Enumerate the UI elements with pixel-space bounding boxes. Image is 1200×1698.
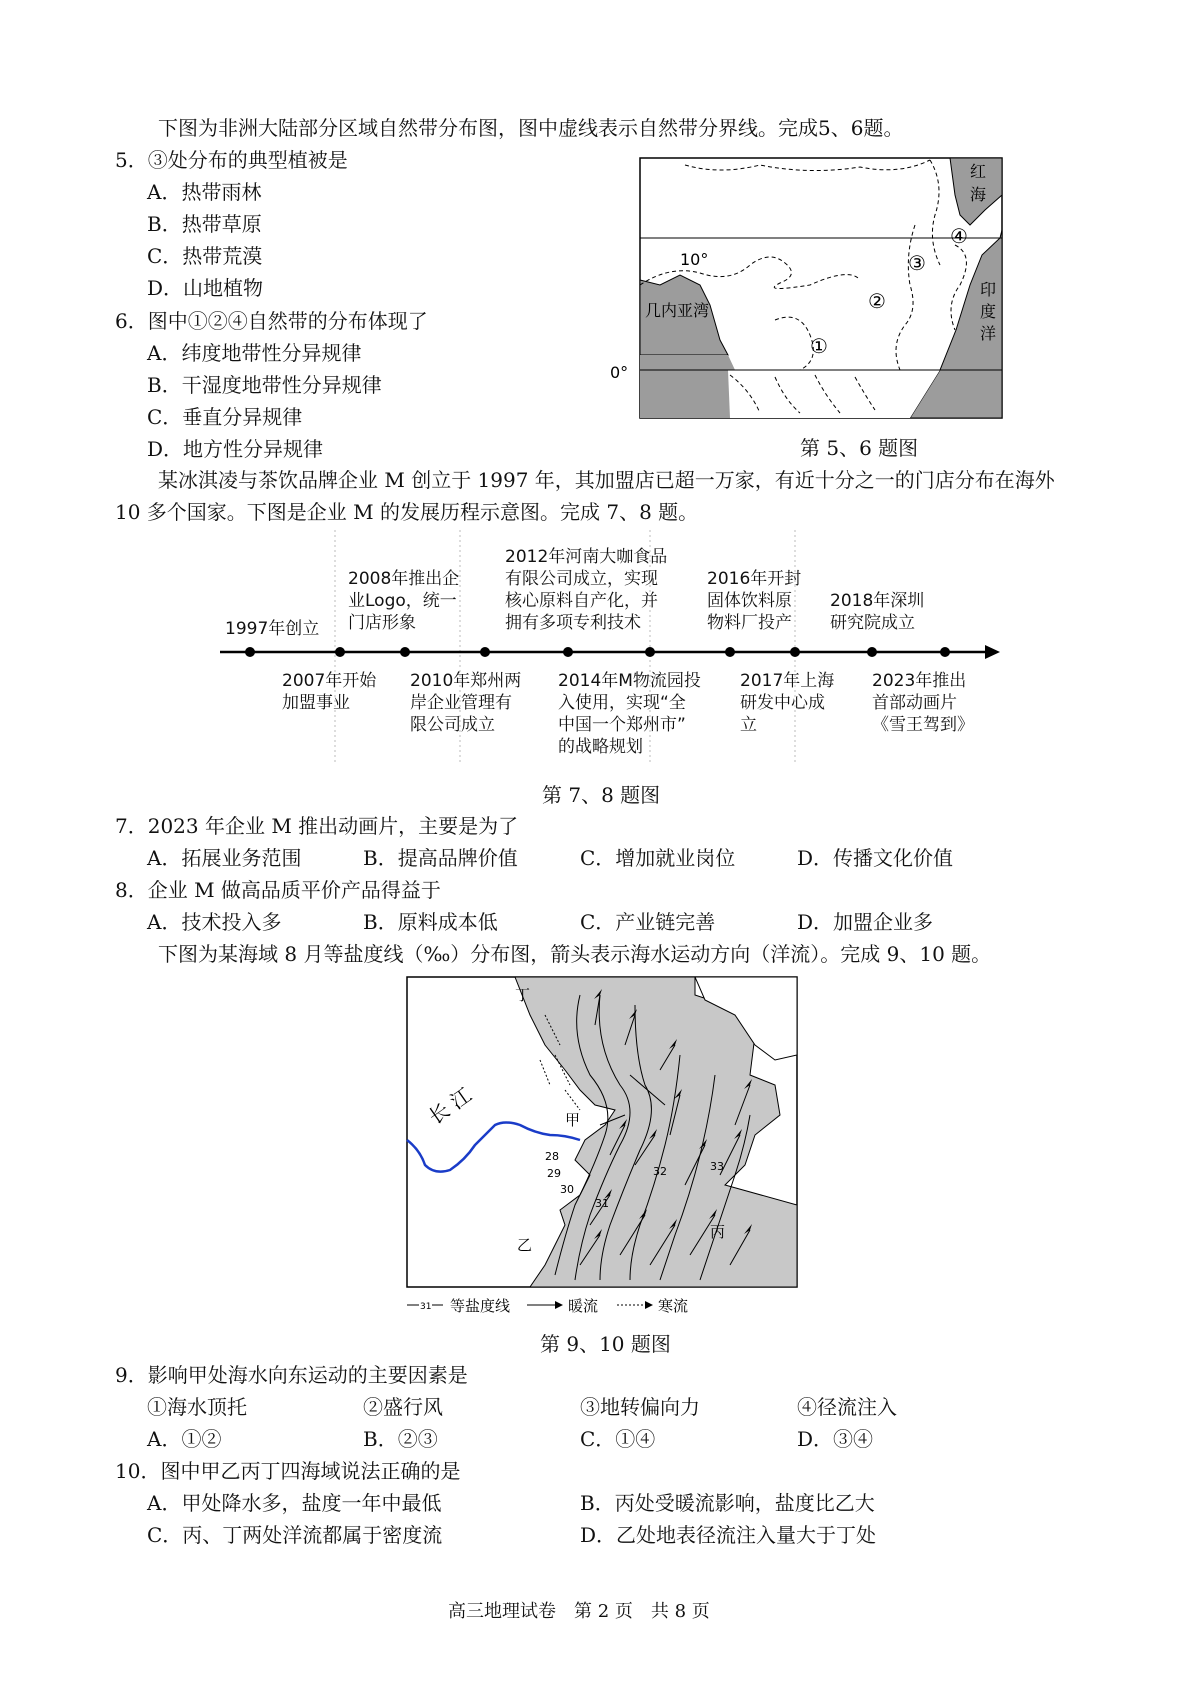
q5-option-b[interactable]: B．热带草原 <box>147 212 262 236</box>
q5-option-d[interactable]: D．山地植物 <box>147 276 264 300</box>
q9-option-b[interactable]: B．②③ <box>363 1427 438 1451</box>
q7-stem: 7．2023 年企业 M 推出动画片，主要是为了 <box>115 814 519 838</box>
q8-option-b[interactable]: B．原料成本低 <box>363 910 498 934</box>
indian-ocean-label-1: 印 <box>980 280 997 299</box>
zone-4-label: ④ <box>950 224 968 248</box>
q8-stem: 8．企业 M 做高品质平价产品得益于 <box>115 878 441 902</box>
timeline-figure <box>210 530 1000 770</box>
q5-option-c[interactable]: C．热带荒漠 <box>147 244 263 268</box>
intro-7-8-line-2: 10 多个国家。下图是企业 M 的发展历程示意图。完成 7、8 题。 <box>115 500 699 524</box>
isohaline-28-label: 28 <box>545 1150 559 1163</box>
q8-option-c[interactable]: C．产业链完善 <box>580 910 716 934</box>
q7-option-a[interactable]: A．拓展业务范围 <box>147 846 302 870</box>
q5-option-a[interactable]: A．热带雨林 <box>147 180 262 204</box>
red-sea-label-1: 红 <box>970 162 987 181</box>
q10-option-a[interactable]: A．甲处降水多，盐度一年中最低 <box>147 1491 442 1515</box>
q10-option-c[interactable]: C．丙、丁两处洋流都属于密度流 <box>147 1523 443 1547</box>
q10-option-b[interactable]: B．丙处受暖流影响，盐度比乙大 <box>580 1491 875 1515</box>
q6-option-c[interactable]: C．垂直分异规律 <box>147 405 303 429</box>
figure-5-6-caption: 第 5、6 题图 <box>800 436 919 460</box>
timeline-top-2018: 2018年深圳 研究院成立 <box>830 591 925 633</box>
q9-item-1: ①海水顶托 <box>147 1395 247 1419</box>
lat-0-label: 0° <box>610 363 629 382</box>
q7-option-d[interactable]: D．传播文化价值 <box>797 846 954 870</box>
q6-option-d[interactable]: D．地方性分异规律 <box>147 437 324 461</box>
figure-7-8-caption: 第 7、8 题图 <box>542 783 661 807</box>
africa-vegetation-map <box>610 155 1005 420</box>
legend-warm-current: 暖流 <box>568 1297 599 1315</box>
q7-option-b[interactable]: B．提高品牌价值 <box>363 846 518 870</box>
intro-5-6: 下图为非洲大陆部分区域自然带分布图，图中虚线表示自然带分界线。完成5、6题。 <box>158 116 904 140</box>
q9-option-d[interactable]: D．③④ <box>797 1427 874 1451</box>
q9-item-3: ③地转偏向力 <box>580 1395 700 1419</box>
label-bing: 丙 <box>710 1223 726 1241</box>
timeline-bottom-2014: 2014年M物流园投 入使用，实现“全 中国一个郑州市” 的战略规划 <box>558 671 701 757</box>
isohaline-30-label: 30 <box>560 1183 574 1196</box>
intro-7-8-line-1: 某冰淇凌与茶饮品牌企业 M 创立于 1997 年，其加盟店已超一万家，有近十分之一的门店分布在海外 <box>158 468 1055 492</box>
label-jia: 甲 <box>565 1111 581 1129</box>
q9-option-a[interactable]: A．①② <box>147 1427 222 1451</box>
zone-1-label: ① <box>810 334 828 358</box>
q10-stem: 10．图中甲乙丙丁四海域说法正确的是 <box>115 1459 461 1483</box>
q8-option-a[interactable]: A．技术投入多 <box>147 910 282 934</box>
q6-stem: 6．图中①②④自然带的分布体现了 <box>115 309 428 333</box>
timeline-top-2008: 2008年推出企 业Logo，统一 门店形象 <box>348 569 460 633</box>
timeline-bottom-2010: 2010年郑州两 岸企业管理有 限公司成立 <box>410 671 522 735</box>
indian-ocean-label-2: 度 <box>980 302 997 321</box>
river-label: 长 江 <box>424 1082 476 1130</box>
zone-3-label: ③ <box>908 251 926 275</box>
q9-item-4: ④径流注入 <box>797 1395 897 1419</box>
isohaline-32-label: 32 <box>653 1165 667 1178</box>
q10-option-d[interactable]: D．乙处地表径流注入量大于丁处 <box>580 1523 877 1547</box>
isohaline-29-label: 29 <box>547 1167 561 1180</box>
red-sea-label-2: 海 <box>970 185 987 204</box>
legend-isohaline-number: 31 <box>420 1302 432 1312</box>
timeline-top-1997: 1997年创立 <box>225 619 320 639</box>
intro-9-10: 下图为某海域 8 月等盐度线（‰）分布图，箭头表示海水运动方向（洋流）。完成 9、10 题。 <box>158 942 992 966</box>
label-ding: 丁 <box>515 986 531 1004</box>
timeline-bottom-2007: 2007年开始 加盟事业 <box>282 671 377 713</box>
q7-option-c[interactable]: C．增加就业岗位 <box>580 846 736 870</box>
q6-option-a[interactable]: A．纬度地带性分异规律 <box>147 341 362 365</box>
q5-stem: 5．③处分布的典型植被是 <box>115 148 348 172</box>
salinity-map <box>405 975 800 1315</box>
q8-option-d[interactable]: D．加盟企业多 <box>797 910 934 934</box>
timeline-bottom-2023: 2023年推出 首部动画片 《雪王驾到》 <box>872 671 974 735</box>
q9-option-c[interactable]: C．①④ <box>580 1427 656 1451</box>
isohaline-31-label: 31 <box>595 1197 609 1210</box>
timeline-top-2012: 2012年河南大咖食品 有限公司成立，实现 核心原料自产化，并 拥有多项专利技术 <box>505 547 668 633</box>
label-yi: 乙 <box>517 1236 533 1254</box>
timeline-top-2016: 2016年开封 固体饮料原 物料厂投产 <box>707 569 802 633</box>
indian-ocean-label-3: 洋 <box>980 324 997 343</box>
q6-option-b[interactable]: B．干湿度地带性分异规律 <box>147 373 382 397</box>
figure-9-10-caption: 第 9、10 题图 <box>540 1332 671 1356</box>
page-footer: 高三地理试卷 第 2 页 共 8 页 <box>448 1601 710 1622</box>
legend-cold-current: 寒流 <box>658 1297 689 1315</box>
q9-item-2: ②盛行风 <box>363 1395 443 1419</box>
lat-10-label: 10° <box>680 250 709 269</box>
timeline-bottom-2017: 2017年上海 研发中心成 立 <box>740 671 835 735</box>
gulf-label: 几内亚湾 <box>645 301 710 320</box>
legend-isohaline: 等盐度线 <box>450 1297 511 1315</box>
isohaline-33-label: 33 <box>710 1160 724 1173</box>
zone-2-label: ② <box>868 289 886 313</box>
q9-stem: 9．影响甲处海水向东运动的主要因素是 <box>115 1363 468 1387</box>
